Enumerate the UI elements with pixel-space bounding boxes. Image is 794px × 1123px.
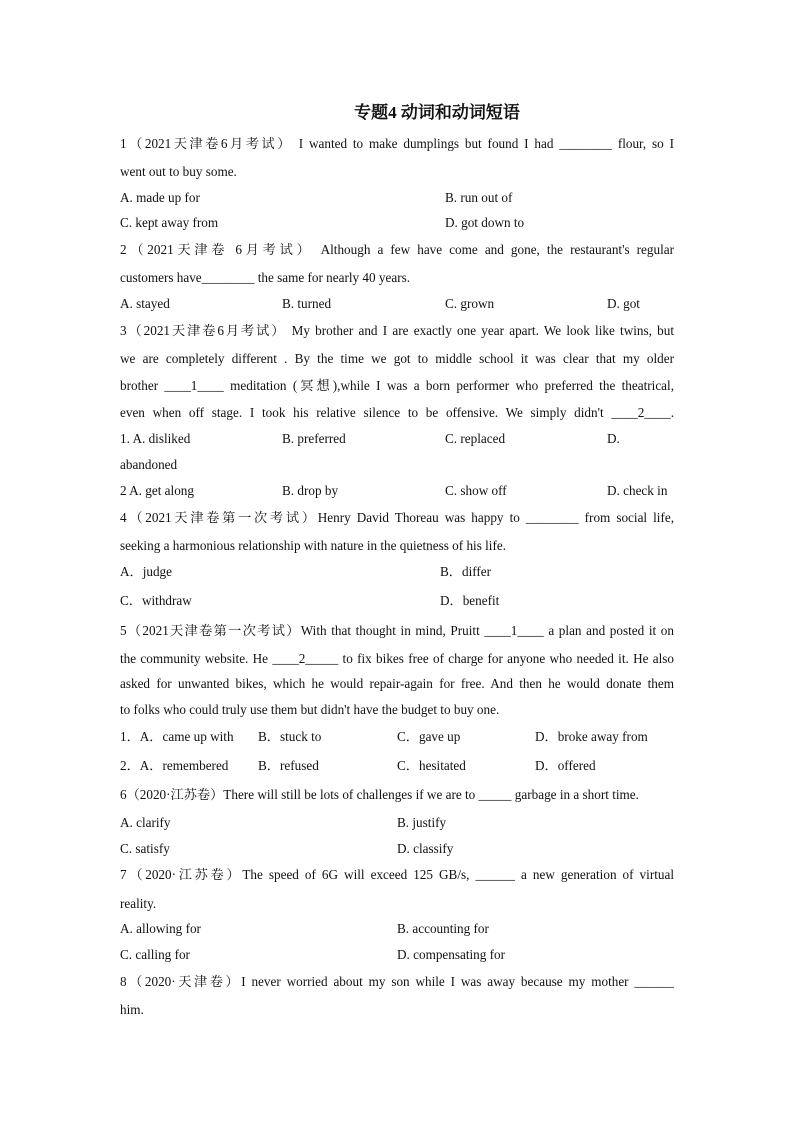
question-1-line-1: 1（2021天津卷6月考试） I wanted to make dumplings but found I had ________ flour, so I <box>120 136 674 151</box>
question-1-option-a: A. made up for <box>120 190 200 205</box>
question-8-line-2: him. <box>120 1002 144 1017</box>
question-1-option-d: D. got down to <box>445 215 525 230</box>
question-5-blank-1-option-b: B．stuck to <box>258 729 322 744</box>
question-4-option-c: C．withdraw <box>120 593 192 608</box>
question-7-line-2: reality. <box>120 896 157 911</box>
question-5-blank-2-option-c: C．hesitated <box>397 758 466 773</box>
question-2-option-a: A. stayed <box>120 296 170 311</box>
question-3-line-2: we are completely different . By the time we got to middle school it was clear that my older <box>120 351 674 366</box>
question-5-blank-1-option-a: 1．A．came up with <box>120 729 234 744</box>
question-7-option-a: A. allowing for <box>120 921 201 936</box>
question-3-blank-1-option-a: 1. A. disliked <box>120 431 191 446</box>
question-2-line-1: 2（2021天津卷 6月考试） Although a few have come and gone, the restaurant's regular <box>120 242 674 257</box>
question-6-option-b: B. justify <box>397 815 447 830</box>
question-7-option-d: D. compensating for <box>397 947 506 962</box>
question-1-line-2: went out to buy some. <box>120 164 237 179</box>
question-3-blank-1-option-c: C. replaced <box>445 431 506 446</box>
page-title: 专题4 动词和动词短语 <box>354 103 520 122</box>
question-3-blank-1-option-b: B. preferred <box>282 431 346 446</box>
question-3-line-4: even when off stage. I took his relative silence to be offensive. We simply didn't ____2____. <box>120 405 674 420</box>
question-2-option-b: B. turned <box>282 296 332 311</box>
question-7-line-1: 7（2020·江苏卷）The speed of 6G will exceed 125 GB/s, ______ a new generation of virtual <box>120 867 674 882</box>
question-1-option-c: C. kept away from <box>120 215 219 230</box>
question-2-line-2: customers have________ the same for nearly 40 years. <box>120 270 411 285</box>
question-3-blank-2-option-d: D. check in <box>607 483 668 498</box>
question-5-blank-1-option-d: D．broke away from <box>535 729 648 744</box>
question-5-blank-2-option-a: 2．A．remembered <box>120 758 229 773</box>
question-3-blank-1-option-d: D. <box>607 431 620 446</box>
question-3-blank-2-option-a: 2 A. get along <box>120 483 194 498</box>
question-5-line-4: to folks who could truly use them but didn't have the budget to buy one. <box>120 702 500 717</box>
question-2-option-c: C. grown <box>445 296 495 311</box>
question-2-option-d: D. got <box>607 296 640 311</box>
question-7-option-c: C. calling for <box>120 947 190 962</box>
question-6-option-d: D. classify <box>397 841 454 856</box>
question-6-option-a: A. clarify <box>120 815 171 830</box>
question-1-option-b: B. run out of <box>445 190 513 205</box>
question-5-line-2: the community website. He ____2_____ to fix bikes free of charge for anyone who needed it. He also <box>120 651 674 666</box>
question-5-blank-2-option-b: B．refused <box>258 758 319 773</box>
question-3-line-3: brother ____1____ meditation (冥想),while I was a born performer who preferred the theatrical, <box>120 378 674 393</box>
question-3-blank-2-option-c: C. show off <box>445 483 507 498</box>
question-5-blank-1-option-c: C．gave up <box>397 729 461 744</box>
question-4-option-d: D．benefit <box>440 593 500 608</box>
question-5-line-3: asked for unwanted bikes, which he would repair-again for free. And then he would donate them <box>120 676 674 691</box>
question-4-option-a: A．judge <box>120 564 173 579</box>
question-6-line-1: 6（2020·江苏卷）There will still be lots of challenges if we are to _____ garbage in a short time. <box>120 787 639 802</box>
question-7-option-b: B. accounting for <box>397 921 489 936</box>
question-4-line-2: seeking a harmonious relationship with nature in the quietness of his life. <box>120 538 507 553</box>
question-6-option-c: C. satisfy <box>120 841 170 856</box>
question-3-blank-2-option-b: B. drop by <box>282 483 339 498</box>
question-3-blank-1-option-d-text: abandoned <box>120 457 178 472</box>
question-4-option-b: B．differ <box>440 564 492 579</box>
question-5-blank-2-option-d: D．offered <box>535 758 596 773</box>
question-8-line-1: 8（2020·天津卷）I never worried about my son while I was away because my mother ______ <box>120 974 674 989</box>
question-5-line-1: 5（2021天津卷第一次考试）With that thought in mind, Pruitt ____1____ a plan and posted it on <box>120 623 674 638</box>
question-3-line-1: 3（2021天津卷6月考试） My brother and I are exactly one year apart. We look like twins, but <box>120 323 674 338</box>
question-4-line-1: 4（2021天津卷第一次考试）Henry David Thoreau was happy to ________ from social life, <box>120 510 674 525</box>
